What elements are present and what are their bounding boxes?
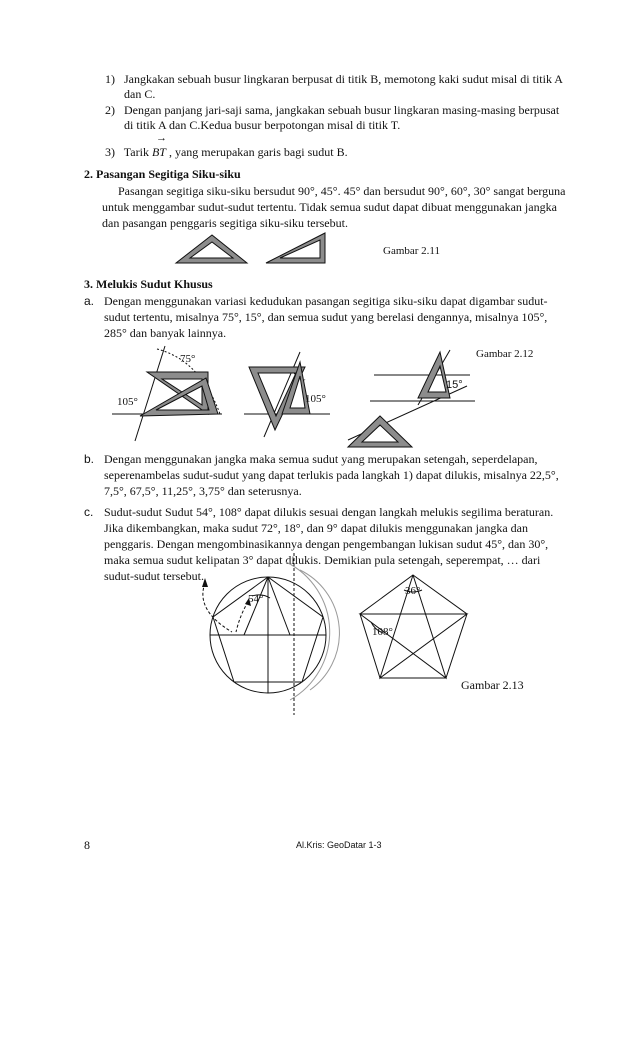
item-b-line-1: Dengan menggunakan jangka maka semua sudut yang merupakan setengah, seperdelapan, [104, 452, 538, 466]
step-3-post: , yang merupakan garis bagi sudut B. [168, 145, 348, 159]
step-1-number: 1) [105, 72, 115, 86]
figure-2-13-caption: Gambar 2.13 [461, 678, 524, 692]
item-a-line-1: Dengan menggunakan variasi kedudukan pasangan segitiga siku-siku dapat digambar sudut- [104, 294, 548, 308]
vector-arrow-icon: → [155, 132, 167, 144]
fig12-label-105-left: 105° [117, 396, 138, 408]
fig12-label-75: 75° [180, 353, 196, 365]
item-c-marker: c. [84, 505, 94, 519]
step-2-number: 2) [105, 103, 115, 117]
item-b-marker: b. [84, 452, 95, 466]
item-b-line-3: 7,5°, 67,5°, 11,25°, 3,75° dan seterusnya. [104, 484, 302, 498]
vector-bt-label: BT [151, 145, 166, 159]
item-a-line-3: 285° dan banyak lainnya. [104, 326, 227, 340]
step-3-number: 3) [105, 145, 115, 159]
figure-2-11-caption: Gambar 2.11 [383, 245, 441, 257]
fig13-label-108: 108° [372, 626, 393, 638]
section-2-para-line-1: Pasangan segitiga siku-siku bersudut 90°, 45°. 45° dan bersudut 90°, 60°, 30° sangat berguna [118, 184, 566, 198]
step-1-line-1: Jangkakan sebuah busur lingkaran berpusat di titik B, memotong kaki sudut misal di titik A [124, 72, 563, 86]
step-2-line-2: di titik A dan C.Kedua busur berpotongan misal di titik T. [124, 118, 401, 132]
item-c-line-4: maka semua sudut kelipatan 3° dapat dilukis. Demikian pula setengah, seperempat, … dari [104, 553, 541, 567]
fig13-arrowhead-icon [202, 578, 208, 587]
item-c-line-5: sudut-sudut tersebut. [104, 569, 204, 583]
step-3-pre: Tarik [123, 145, 149, 159]
section-2-para-line-3: dan pasangan penggaris segitiga siku-siku tersebut. [102, 216, 348, 230]
item-a-marker: a. [84, 294, 95, 308]
section-2-heading: 2. Pasangan Segitiga Siku-siku [84, 167, 241, 181]
running-title: Al.Kris: GeoDatar 1-3 [296, 840, 382, 850]
step-1-line-2: dan C. [124, 87, 156, 101]
page-number: 8 [84, 838, 90, 852]
item-c-line-2: Jika dikembangkan, maka sudut 72°, 18°, dan 9° dapat dilukis menggunakan jangka dan [104, 521, 528, 535]
fig12-label-105-middle: 105° [305, 393, 326, 405]
item-c-line-1: Sudut-sudut Sudut 54°, 108° dapat dilukis sesuai dengan langkah melukis segilima beraturan. [104, 505, 554, 519]
figure-2-12-caption: Gambar 2.12 [476, 348, 534, 360]
fig13-label-36: 36° [405, 585, 421, 597]
item-c-line-3: penggaris. Dengan mengombinasikannya dengan pengembangan lukisan sudut 45°, dan 30°, [104, 537, 549, 551]
item-a-line-2: sudut tertentu, misalnya 75°, 15°, dan semua sudut yang berelasi dengannya, misalnya 105°, [104, 310, 548, 324]
fig13-label-54: 54° [248, 593, 264, 605]
section-2-para-line-2: untuk menggambar sudut-sudut tertentu. Tidak semua sudut dapat dibuat menggunakan jangka [102, 200, 557, 214]
fig12-label-15: 15° [446, 379, 463, 391]
section-3-heading: 3. Melukis Sudut Khusus [84, 277, 213, 291]
item-b-line-2: seperenambelas sudut-sudut yang dapat terlukis pada langkah 1) dapat dilukis, misalnya 22,5°, [104, 468, 559, 482]
step-2-line-1: Dengan panjang jari-saji sama, jangkakan sebuah busur lingkaran masing-masing berpusat [124, 103, 560, 117]
